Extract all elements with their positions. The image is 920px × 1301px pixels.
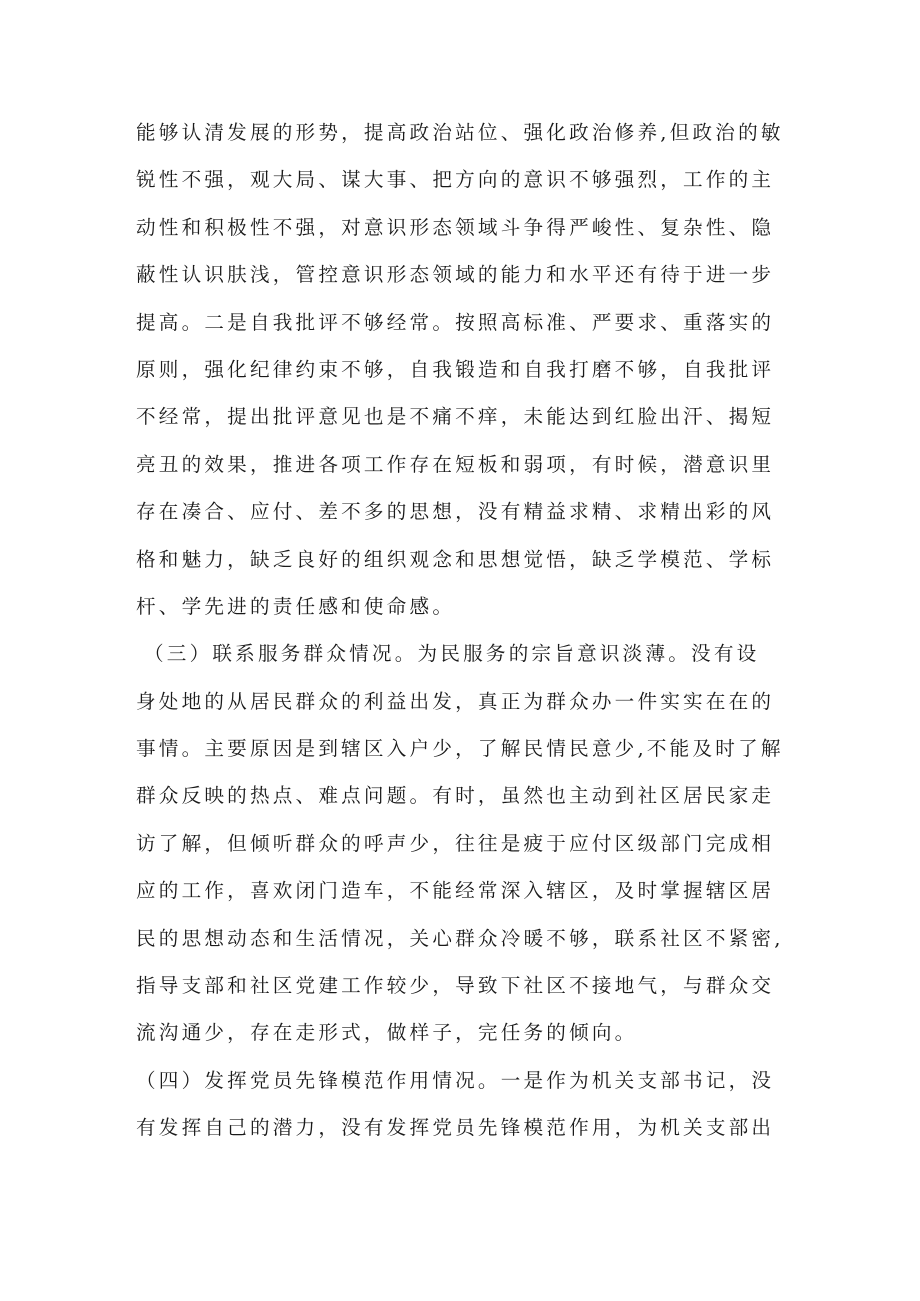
text-line: 有发挥自己的潜力，没有发挥党员先锋模范作用，为机关支部出 xyxy=(136,1116,775,1140)
text-line: 不经常，提出批评意见也是不痛不痒，未能达到红脸出汗、揭短 xyxy=(136,405,775,429)
text-line: 杆、学先进的责任感和使命感。 xyxy=(136,594,456,618)
text-line: 原则，强化纪律约束不够，自我锻造和自我打磨不够，自我批评 xyxy=(136,357,775,381)
text-line: （四）发挥党员先锋模范作用情况。一是作为机关支部书记，没 xyxy=(136,1068,775,1092)
text-line: 流沟通少，存在走形式，做样子，完任务的倾向。 xyxy=(136,1021,638,1045)
text-line: 身处地的从居民群众的利益出发，真正为群众办一件实实在在的 xyxy=(136,689,775,713)
text-line: 锐性不强，观大局、谋大事、把方向的意识不够强烈，工作的主 xyxy=(136,168,775,192)
text-line: 亮丑的效果，推进各项工作存在短板和弱项，有时候，潜意识里 xyxy=(136,452,775,476)
text-line: 蔽性认识肤浅，管控意识形态领域的能力和水平还有待于进一步 xyxy=(136,263,775,287)
text-line: 动性和积极性不强，对意识形态领域斗争得严峻性、复杂性、隐 xyxy=(136,215,775,239)
paragraph-party-member-role xyxy=(136,1057,796,1152)
text-line: 民的思想动态和生活情况，关心群众冷暖不够，联系社区不紧密, xyxy=(136,926,784,950)
paragraph-serve-masses xyxy=(136,630,796,1057)
text-line: 应的工作，喜欢闭门造车，不能经常深入辖区，及时掌握辖区居 xyxy=(136,879,775,903)
paragraph-ideology xyxy=(136,109,796,630)
text-line: 群众反映的热点、难点问题。有时，虽然也主动到社区居民家走 xyxy=(136,784,775,808)
text-line: 格和魅力，缺乏良好的组织观念和思想觉悟，缺乏学模范、学标 xyxy=(136,547,775,571)
text-line: 指导支部和社区党建工作较少，导致下社区不接地气，与群众交 xyxy=(136,974,775,998)
text-line: 事情。主要原因是到辖区入户少，了解民情民意少,不能及时了解 xyxy=(136,737,784,761)
text-line: （三）联系服务群众情况。为民服务的宗旨意识淡薄。没有设 xyxy=(144,642,760,666)
text-line: 能够认清发展的形势，提高政治站位、强化政治修养,但政治的敏 xyxy=(136,121,784,144)
document-body xyxy=(136,109,796,1152)
text-line: 访了解，但倾听群众的呼声少，往往是疲于应付区级部门完成相 xyxy=(136,831,775,855)
text-line: 提高。二是自我批评不够经常。按照高标准、严要求、重落实的 xyxy=(136,310,775,334)
text-line: 存在凑合、应付、差不多的思想，没有精益求精、求精出彩的风 xyxy=(136,500,775,524)
